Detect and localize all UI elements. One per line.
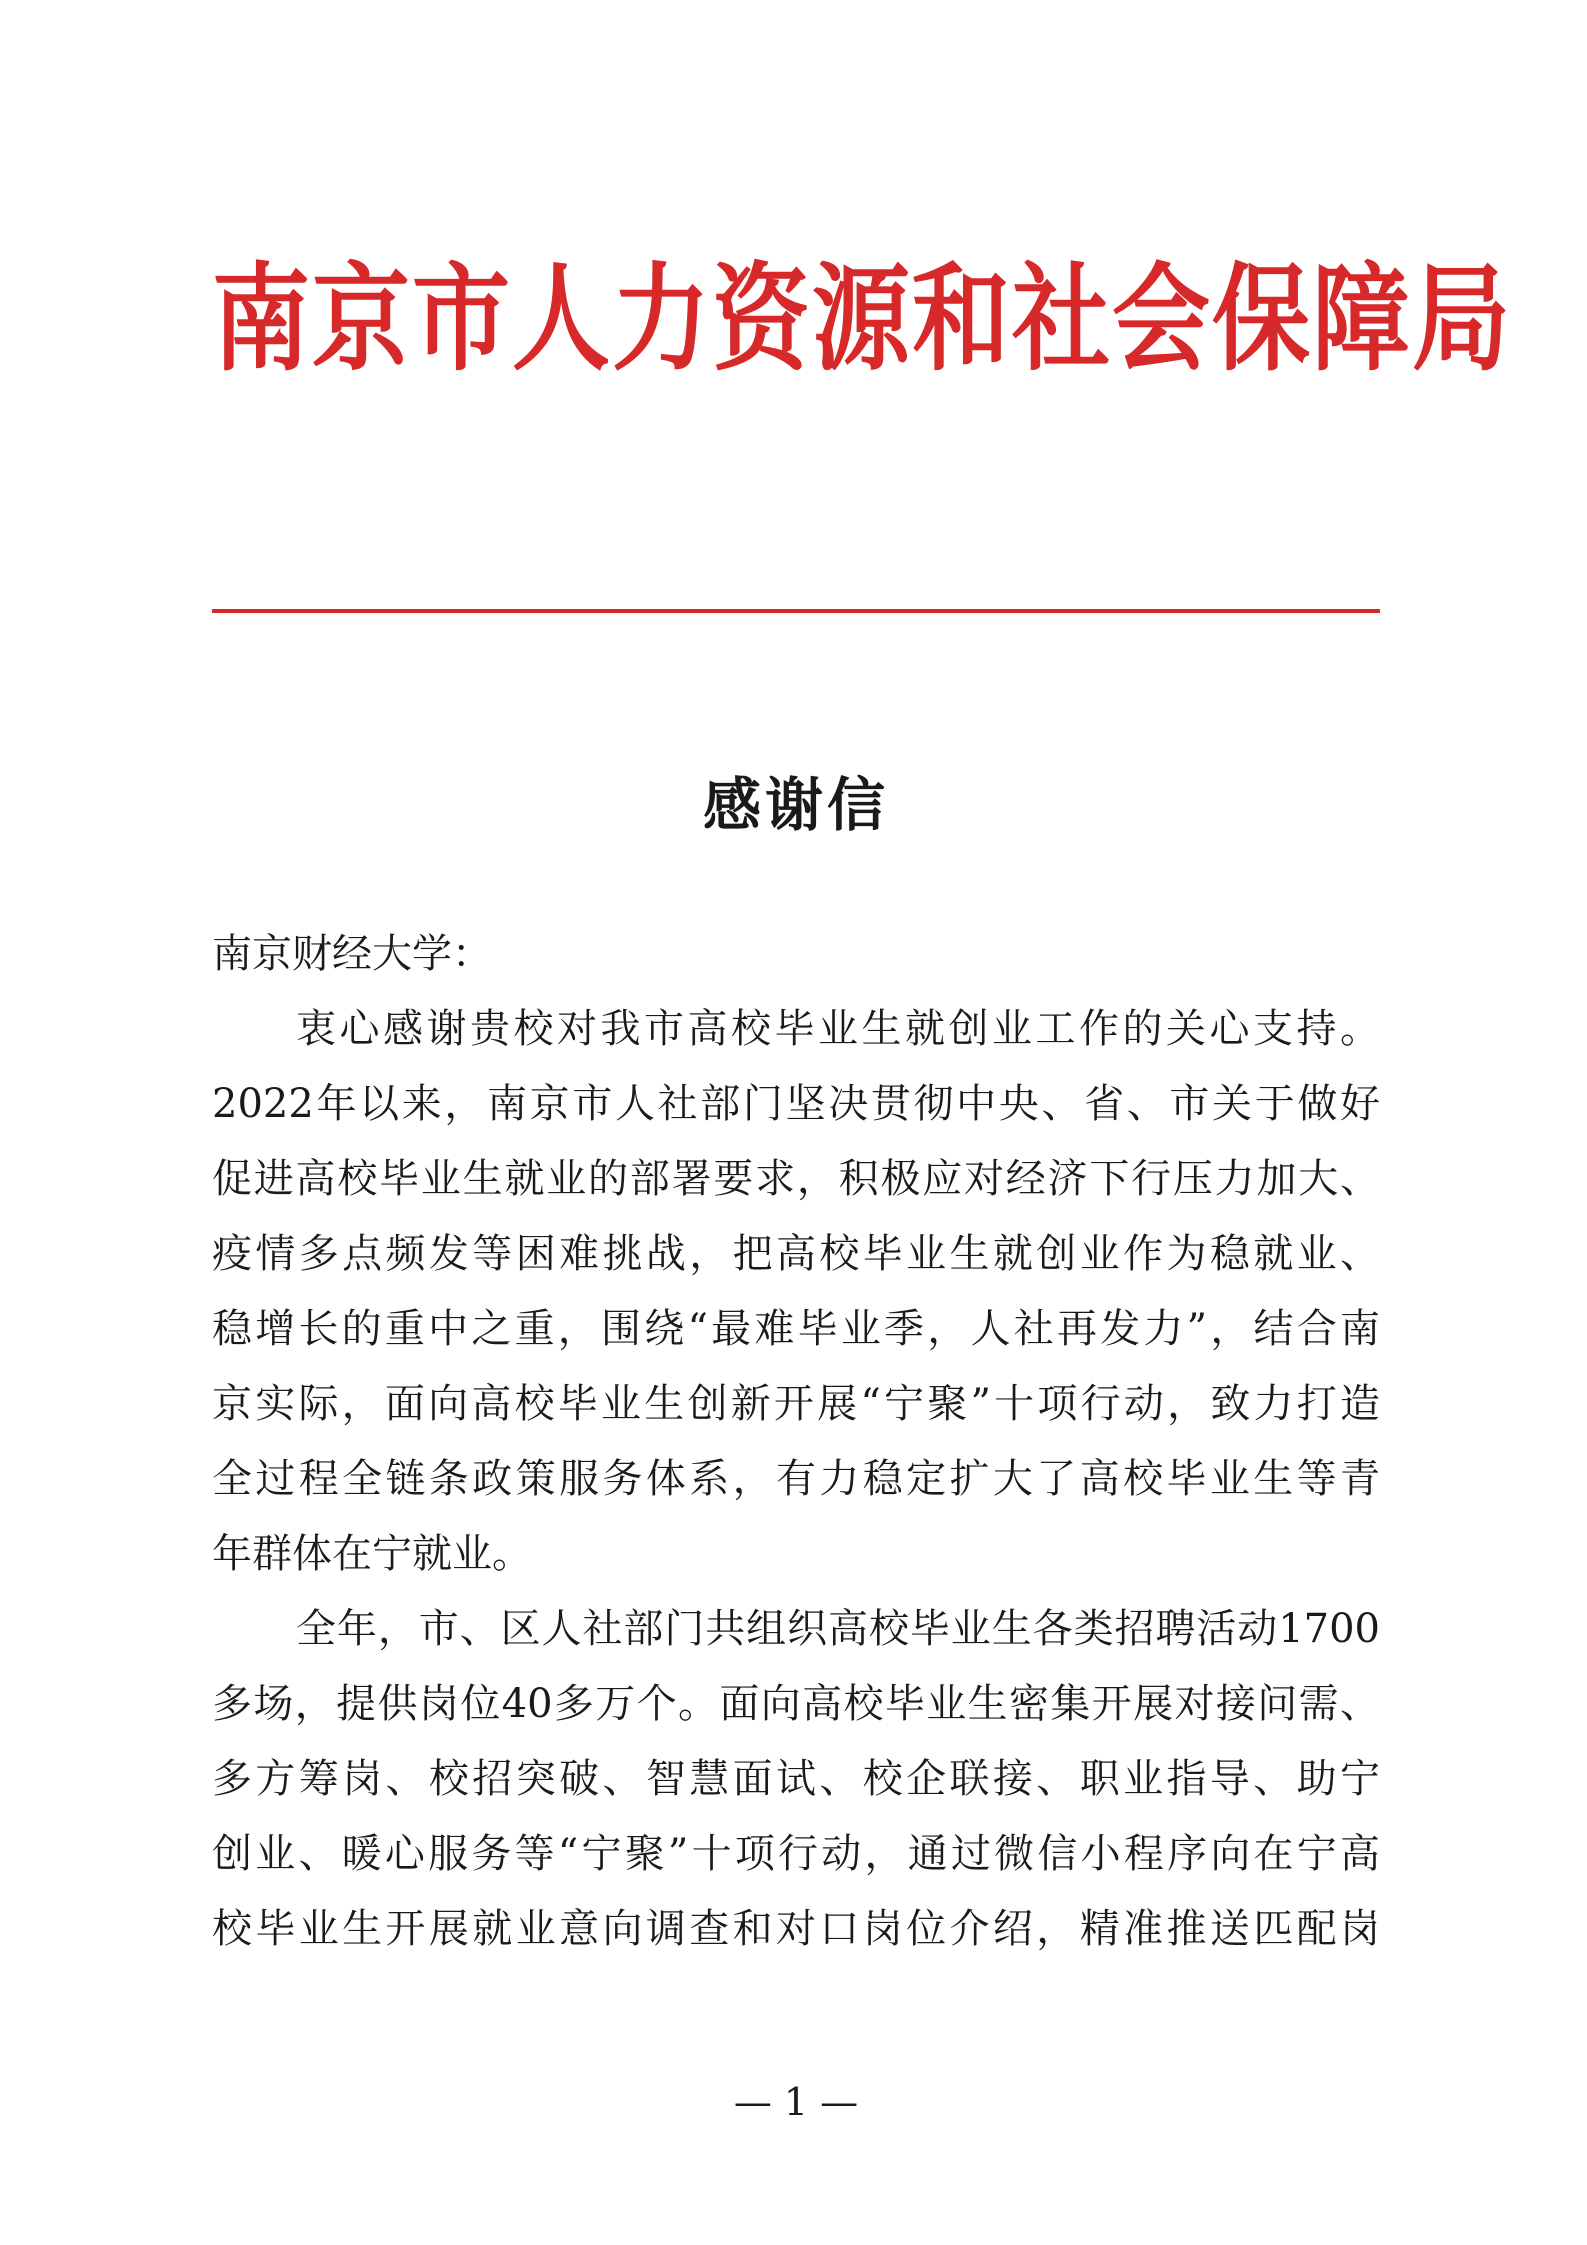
paragraph-1-line-5: 稳增长的重中之重，围绕“最难毕业季，人社再发力”，结合南: [212, 1306, 1380, 1352]
letter-body: [212, 917, 1380, 1967]
paragraph-2-line-1: 全年，市、区人社部门共组织高校毕业生各类招聘活动1700: [296, 1606, 1380, 1652]
paragraph-1-line-4: 疫情多点频发等困难挑战，把高校毕业生就创业作为稳就业、: [212, 1231, 1380, 1277]
masthead-red-rule: [212, 609, 1380, 613]
paragraph-1-line-2: 2022年以来，南京市人社部门坚决贯彻中央、省、市关于做好: [212, 1081, 1380, 1127]
paragraph-2-line-3: 多方筹岗、校招突破、智慧面试、校企联接、职业指导、助宁: [212, 1756, 1380, 1802]
paragraph-2-line-5: 校毕业生开展就业意向调查和对口岗位介绍，精准推送匹配岗: [212, 1906, 1380, 1952]
paragraph-1-line-6: 京实际，面向高校毕业生创新开展“宁聚”十项行动，致力打造: [212, 1381, 1380, 1427]
salutation: 南京财经大学：: [212, 931, 492, 977]
paragraph-1-line-1: 衷心感谢贵校对我市高校毕业生就创业工作的关心支持。: [296, 1006, 1380, 1052]
paragraph-2-line-4: 创业、暖心服务等“宁聚”十项行动，通过微信小程序向在宁高: [212, 1831, 1380, 1877]
paragraph-1-line-3: 促进高校毕业生就业的部署要求，积极应对经济下行压力加大、: [212, 1156, 1380, 1202]
document-title: 感谢信: [702, 771, 889, 839]
paragraph-1-line-7: 全过程全链条政策服务体系，有力稳定扩大了高校毕业生等青: [212, 1456, 1380, 1502]
page-number: — 1 —: [733, 2080, 859, 2124]
paragraph-2-line-2: 多场，提供岗位40多万个。面向高校毕业生密集开展对接问需、: [212, 1681, 1380, 1727]
issuer-masthead: 南京市人力资源和社会保障局: [212, 251, 1513, 388]
paragraph-1-line-8: 年群体在宁就业。: [212, 1531, 532, 1577]
